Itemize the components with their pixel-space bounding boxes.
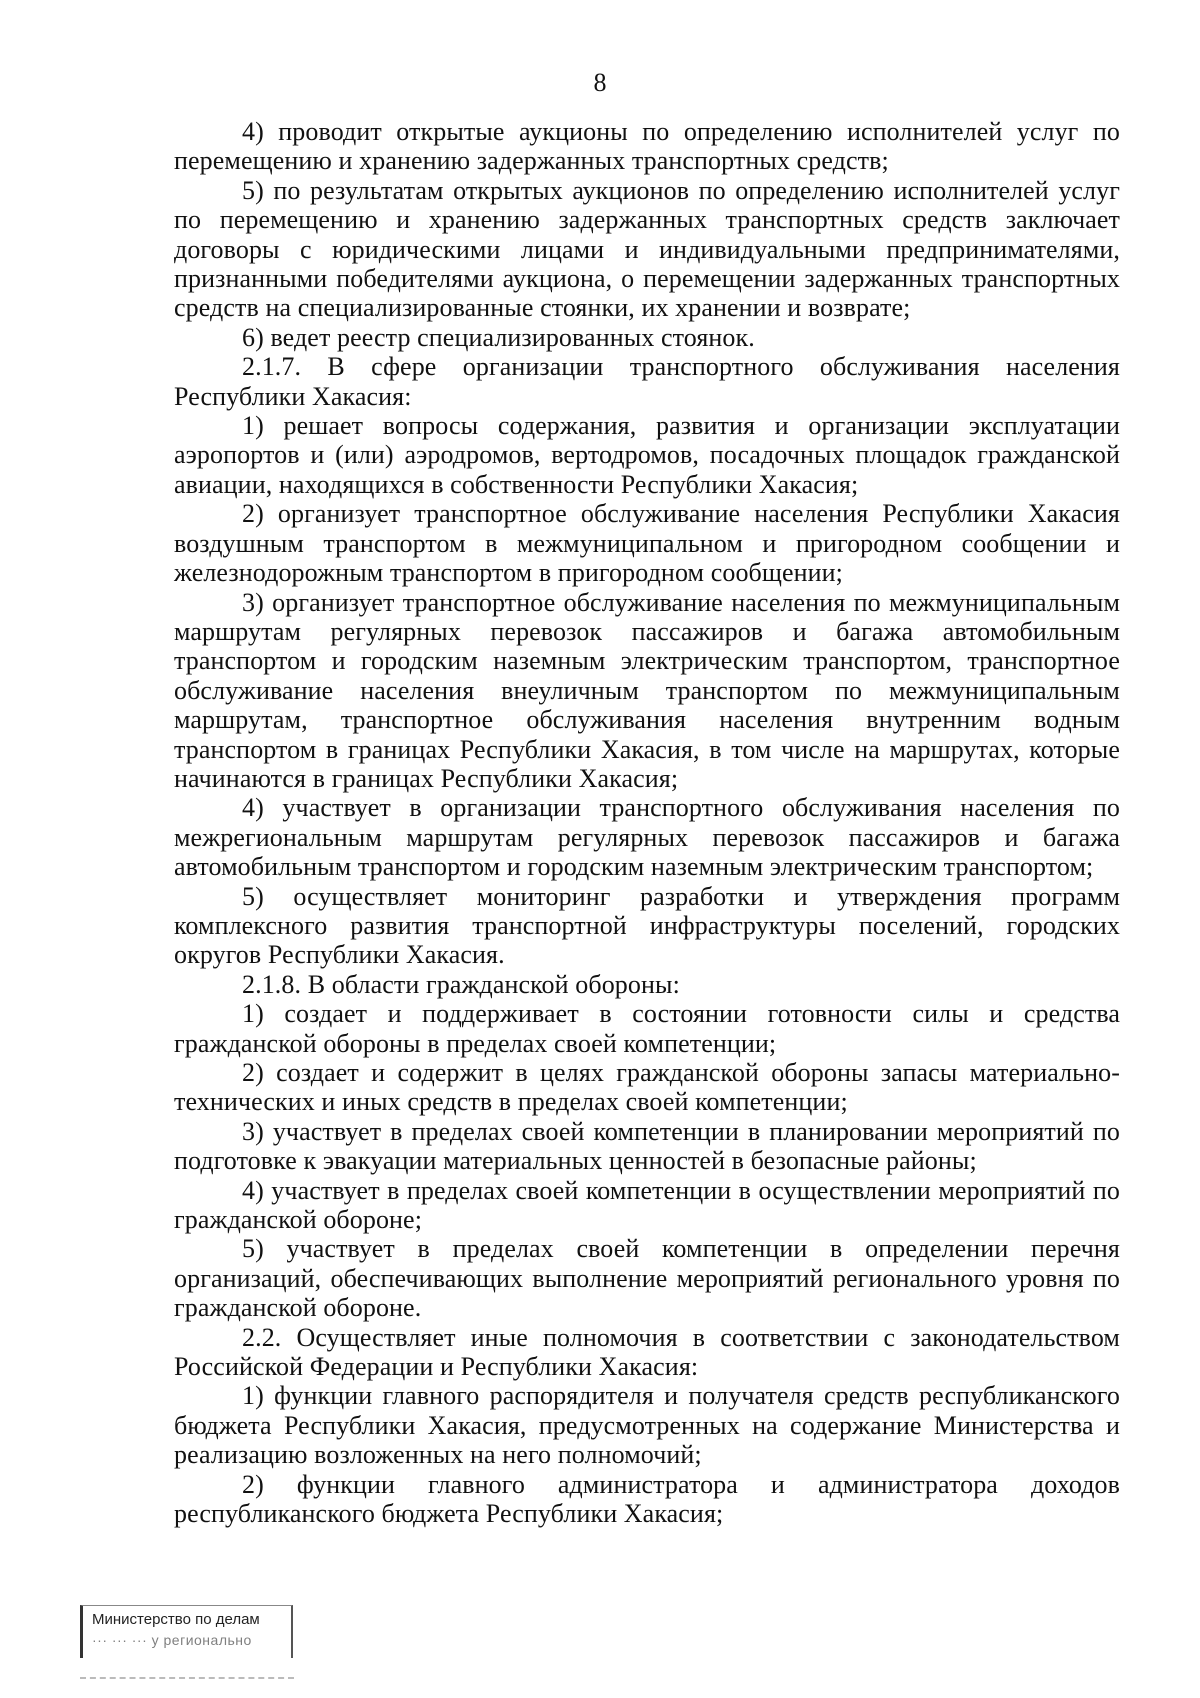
paragraph: 2) функции главного администратора и администратора доходов республиканского бюджета Республики Хакасия; (174, 1469, 1120, 1529)
paragraph: 2) создает и содержит в целях гражданской обороны запасы материально-технических и иных средств в пределах своей компетенции; (174, 1058, 1120, 1117)
paragraph: 2) организует транспортное обслуживание населения Республики Хакасия воздушным транспортом в межмуниципальном и пригородном сообщении и железнодорожным транспортом в пригородном сообщении; (174, 499, 1120, 588)
stamp-line-1: Министерство по делам (92, 1611, 260, 1628)
document-body (174, 117, 1120, 1529)
paragraph: 6) ведет реестр специализированных стоянок. (242, 322, 755, 352)
paragraph: 4) участвует в организации транспортного обслуживания населения по межрегиональным маршрутам регулярных перевозок пассажиров и багажа автомобильным транспортом и городским наземным электрическим транспортом; (174, 793, 1120, 882)
paragraph: 4) участвует в пределах своей компетенции в осуществлении мероприятий по гражданской обороне; (174, 1175, 1120, 1235)
paragraph: 3) организует транспортное обслуживание населения по межмуниципальным маршрутам регулярных перевозок пассажиров и багажа автомобильным транспортом и городским наземным электрическим транспортом, транспортное обслуживание населения внеуличным транспортом по межмуниципальным маршрутам, транспортное обслуживания населения внутренним водным транспортом в границах Республики Хакасия, в том числе на маршрутах, которые начинаются в границах Республики Хакасия; (174, 587, 1120, 793)
paragraph: 2.1.8. В области гражданской обороны: (242, 969, 680, 999)
paragraph: 1) решает вопросы содержания, развития и организации эксплуатации аэропортов и (или) аэродромов, вертодромов, посадочных площадок гражданской авиации, находящихся в собственности Республики Хакасия; (174, 411, 1120, 499)
paragraph: 5) осуществляет мониторинг разработки и утверждения программ комплексного развития транспортной инфраструктуры поселений, городских округов Республики Хакасия. (174, 881, 1120, 970)
paragraph: 1) функции главного распорядителя и получателя средств республиканского бюджета Республики Хакасия, предусмотренных на содержание Министерства и реализацию возложенных на него полномочий; (174, 1381, 1120, 1470)
page-number: 8 (593, 68, 607, 97)
paragraph: 2.2. Осуществляет иные полномочия в соответствии с законодательством Российской Федерации и Республики Хакасия: (174, 1322, 1120, 1382)
stamp-line-2: ··· ··· ··· у регионально (92, 1632, 252, 1648)
ministry-stamp (80, 1605, 294, 1665)
paragraph: 1) создает и поддерживает в состоянии готовности силы и средства гражданской обороны в пределах своей компетенции; (174, 999, 1120, 1058)
paragraph: 3) участвует в пределах своей компетенции в планировании мероприятий по подготовке к эвакуации материальных ценностей в безопасные районы; (174, 1116, 1120, 1176)
paragraph: 5) по результатам открытых аукционов по определению исполнителей услуг по перемещению и хранению задержанных транспортных средств заключает договоры с юридическими лицами и индивидуальными предпринимателями, признанными победителями аукциона, о перемещении задержанных транспортных средств на специализированные стоянки, их хранении и возврате; (174, 175, 1120, 323)
stamp-underline (80, 1677, 294, 1679)
paragraph: 4) проводит открытые аукционы по определению исполнителей услуг по перемещению и хранению задержанных транспортных средств; (174, 117, 1120, 176)
paragraph: 5) участвует в пределах своей компетенции в определении перечня организаций, обеспечивающих выполнение мероприятий регионального уровня по гражданской обороне. (174, 1234, 1120, 1323)
paragraph: 2.1.7. В сфере организации транспортного обслуживания населения Республики Хакасия: (174, 352, 1120, 411)
